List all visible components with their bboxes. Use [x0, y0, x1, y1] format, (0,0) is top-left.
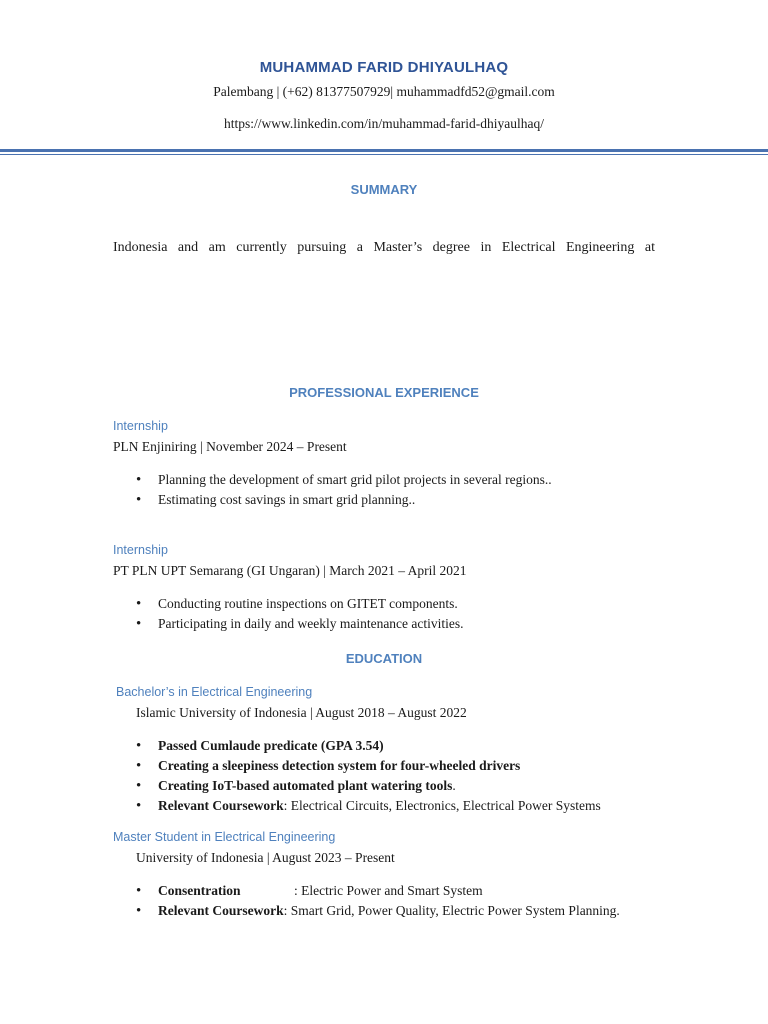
degree-title: Bachelor’s in Electrical Engineering [116, 685, 313, 699]
list-item [136, 881, 620, 901]
experience-heading: PROFESSIONAL EXPERIENCE [289, 385, 479, 400]
institution: Islamic University of Indonesia | August 2018 – August 2022 [136, 705, 467, 720]
education-bullets [136, 736, 601, 816]
bullet-text: : Smart Grid, Power Quality, Electric Power System Planning. [283, 903, 620, 918]
list-item [136, 776, 601, 796]
list-item: • Participating in daily and weekly maintenance activities. [136, 614, 464, 634]
bullet-bold: Relevant Coursework [158, 798, 284, 813]
candidate-name: MUHAMMAD FARID DHIYAULHAQ [259, 59, 509, 76]
contact-info: Palembang | (+62) 81377507929| muhammadfd52@gmail.com [213, 84, 555, 99]
bullet-bold: Passed Cumlaude predicate (GPA 3.54) [158, 738, 384, 753]
job-role: Internship [113, 419, 168, 433]
summary-heading: SUMMARY [350, 182, 418, 197]
list-item [136, 736, 601, 756]
degree-title: Master Student in Electrical Engineering [113, 830, 336, 844]
job-bullets [136, 594, 464, 634]
institution: University of Indonesia | August 2023 – Present [136, 850, 395, 865]
job-company: PT PLN UPT Semarang (GI Ungaran) | March 2021 – April 2021 [113, 563, 467, 578]
list-item: • Estimating cost savings in smart grid planning.. [136, 490, 552, 510]
education-heading: EDUCATION [345, 651, 423, 666]
bullet-bold: Consentration [158, 883, 241, 898]
list-item: • Conducting routine inspections on GITET components. [136, 594, 464, 614]
list-item [136, 756, 601, 776]
bullet-text: : Electrical Circuits, Electronics, Electrical Power Systems [283, 798, 601, 813]
bullet-bold: Creating a sleepiness detection system for four-wheeled drivers [158, 758, 521, 773]
list-item [136, 796, 601, 816]
education-bullets [136, 881, 620, 921]
bullet-bold: Creating IoT-based automated plant watering tools [158, 778, 453, 793]
linkedin-url: https://www.linkedin.com/in/muhammad-farid-dhiyaulhaq/ [223, 116, 545, 131]
header-divider [0, 149, 768, 152]
header-divider-thin [0, 154, 768, 155]
bullet-bold: Relevant Coursework [158, 903, 284, 918]
summary-text: Indonesia and am currently pursuing a Master’s degree in Electrical Engineering at [113, 240, 655, 255]
job-company: PLN Enjiniring | November 2024 – Present [113, 439, 347, 454]
job-role: Internship [113, 543, 168, 557]
bullet-text: . [452, 778, 456, 793]
job-bullets [136, 470, 552, 510]
list-item: • Planning the development of smart grid pilot projects in several regions.. [136, 470, 552, 490]
list-item [136, 901, 620, 921]
bullet-text: : Electric Power and Smart System [294, 883, 483, 898]
